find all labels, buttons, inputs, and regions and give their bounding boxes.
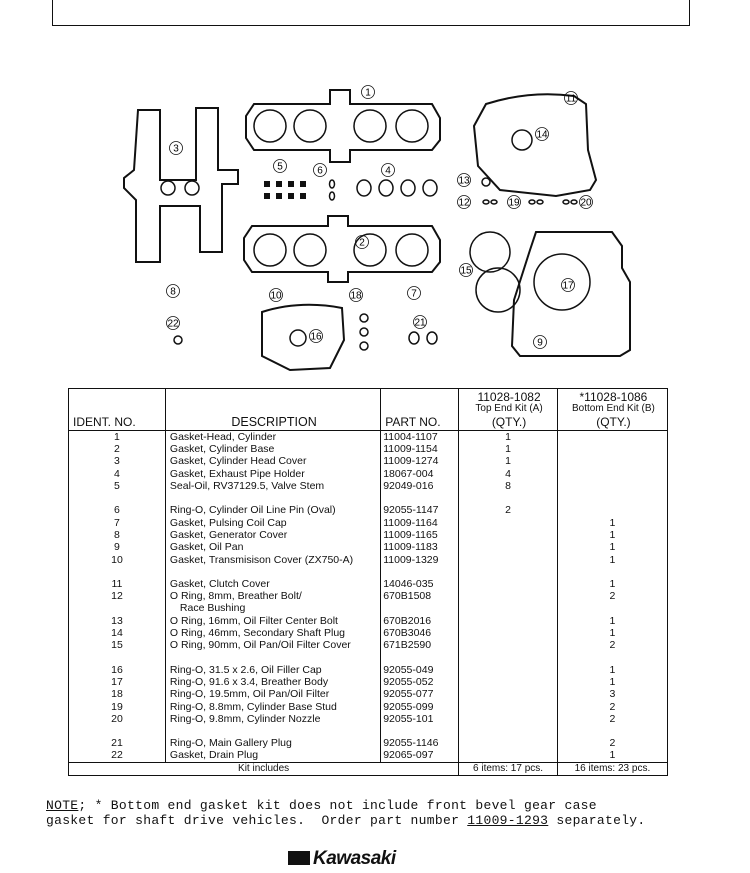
ident-cell: 2 [69, 443, 166, 455]
footnote [46, 798, 646, 828]
kit-b-qty-cell: 1 [557, 541, 667, 553]
kit-a-number: 11028-1082 [477, 390, 541, 404]
ident-cell: 7 [69, 517, 166, 529]
part-number-cell: 11009-1165 [381, 529, 459, 541]
kit-a-qty-cell: 4 [459, 468, 558, 480]
gasket-cylinder-head [246, 87, 440, 162]
description-text: Gasket, Exhaust Pipe Holder [169, 467, 305, 480]
kit-a-qty-cell [459, 639, 558, 651]
description-cell [165, 737, 380, 749]
spacer-cell [381, 492, 459, 504]
header-part-no: PART NO. [381, 389, 459, 431]
table-row [69, 590, 668, 615]
callout-number: 14 [536, 129, 548, 141]
table-row [69, 615, 668, 627]
callout-number: 15 [460, 265, 472, 277]
ident-cell: 21 [69, 737, 166, 749]
table-row [69, 627, 668, 639]
ident-cell: 16 [69, 664, 166, 676]
part-number-cell: 18067-004 [381, 468, 459, 480]
callout-number: 8 [170, 286, 176, 298]
table-row [69, 554, 668, 566]
kit-b-qty-cell: 2 [557, 639, 667, 651]
kit-a-qty-cell [459, 749, 558, 762]
spacer-cell [381, 725, 459, 737]
kit-a-qty-cell: 1 [459, 430, 558, 443]
table-row [69, 430, 668, 443]
table-row [69, 639, 668, 651]
spacer-cell [69, 566, 166, 578]
kit-b-qty-cell [557, 430, 667, 443]
ident-cell: 12 [69, 590, 166, 615]
kit-b-qty-cell: 1 [557, 578, 667, 590]
kit-b-qty-cell [557, 443, 667, 455]
callout-number: 9 [537, 337, 543, 349]
kit-b-qty-cell [557, 468, 667, 480]
spacer-cell [165, 652, 380, 664]
callout-number: 5 [277, 161, 283, 173]
kit-a-qty-label: (QTY.) [491, 414, 527, 429]
description-text: Ring-O, 31.5 x 2.6, Oil Filler Cap [169, 663, 322, 676]
kit-a-qty-cell [459, 590, 558, 615]
kawasaki-mark-icon [288, 851, 310, 865]
kit-a-qty-cell [459, 578, 558, 590]
table-row [69, 664, 668, 676]
spacer-cell [459, 492, 558, 504]
kit-a-qty-cell [459, 541, 558, 553]
kit-b-qty-cell: 2 [557, 701, 667, 713]
row-spacer [69, 725, 668, 737]
ident-cell: 13 [69, 615, 166, 627]
kit-b-qty-cell: 1 [557, 529, 667, 541]
parts-table [68, 388, 668, 776]
description-cell [165, 627, 380, 639]
part-number-cell: 92055-077 [381, 688, 459, 700]
description-cell [165, 468, 380, 480]
spacer-cell [459, 566, 558, 578]
table-row [69, 749, 668, 762]
description-cell [165, 578, 380, 590]
description-text: Ring-O, 91.6 x 3.4, Breather Body [169, 675, 329, 688]
description-cell [165, 504, 380, 516]
description-text: Ring-O, Main Gallery Plug [169, 737, 292, 750]
description-text: Gasket, Oil Pan [169, 541, 244, 554]
part-number-cell: 671B2590 [381, 639, 459, 651]
callout-number: 6 [317, 165, 323, 177]
description-cell [165, 749, 380, 762]
gasket-cylinder-base [244, 216, 440, 282]
kit-includes-label: Kit includes [69, 762, 459, 775]
part-number-cell: 92055-101 [381, 713, 459, 725]
description-text: Gasket, Cylinder Head Cover [169, 455, 307, 468]
callout-number: 1 [365, 87, 371, 99]
kit-b-qty-cell [557, 504, 667, 516]
ident-cell: 18 [69, 688, 166, 700]
kit-b-total: 16 items: 23 pcs. [557, 762, 667, 775]
header-kit-a [459, 389, 558, 431]
description-text: Gasket-Head, Cylinder [169, 430, 277, 443]
description-text: Ring-O, 9.8mm, Cylinder Nozzle [169, 712, 321, 725]
callout-number: 17 [562, 280, 574, 292]
table-row [69, 504, 668, 516]
description-cell [165, 430, 380, 443]
description-text: Gasket, Transmisison Cover (ZX750-A) [169, 553, 354, 566]
kit-b-qty-cell: 1 [557, 554, 667, 566]
description-cell [165, 639, 380, 651]
kit-a-qty-cell [459, 627, 558, 639]
ident-cell: 22 [69, 749, 166, 762]
gasket-generator-cover [262, 305, 344, 370]
gasket-head-cover [124, 108, 238, 262]
table-row [69, 517, 668, 529]
description-text: O Ring, 8mm, Breather Bolt/ [169, 590, 302, 603]
kit-b-qty-cell: 1 [557, 749, 667, 762]
callout-number: 20 [580, 197, 592, 209]
description-cell [165, 529, 380, 541]
part-number-cell: 92055-052 [381, 676, 459, 688]
kit-a-qty-cell [459, 554, 558, 566]
table-row [69, 713, 668, 725]
ident-cell: 20 [69, 713, 166, 725]
description-text: O Ring, 46mm, Secondary Shaft Plug [169, 627, 345, 640]
kit-b-qty-cell: 3 [557, 688, 667, 700]
note-part-number: 11009-1293 [467, 813, 549, 828]
spacer-cell [459, 652, 558, 664]
table-row [69, 455, 668, 467]
kit-b-number: *11028-1086 [579, 390, 648, 404]
description-text: Gasket, Clutch Cover [169, 577, 270, 590]
kit-a-qty-cell [459, 517, 558, 529]
kit-a-qty-cell: 8 [459, 480, 558, 492]
parts-table-body [69, 430, 668, 762]
part-number-cell: 92055-1147 [381, 504, 459, 516]
ident-cell: 9 [69, 541, 166, 553]
kit-b-name: Bottom End Kit (B) [572, 403, 655, 415]
table-row [69, 541, 668, 553]
ident-cell: 5 [69, 480, 166, 492]
part-number-cell: 11009-1164 [381, 517, 459, 529]
kit-a-qty-cell [459, 529, 558, 541]
kit-a-qty-cell: 1 [459, 443, 558, 455]
description-text: O Ring, 90mm, Oil Pan/Oil Filter Cover [169, 639, 351, 652]
part-number-cell: 11009-1274 [381, 455, 459, 467]
kit-a-qty-cell [459, 713, 558, 725]
description-text-cont: Race Bushing [179, 602, 246, 615]
ident-cell: 6 [69, 504, 166, 516]
description-cell [165, 517, 380, 529]
description-text: Ring-O, 19.5mm, Oil Pan/Oil Filter [169, 688, 330, 701]
kit-b-qty-cell [557, 455, 667, 467]
kit-b-qty-cell: 2 [557, 713, 667, 725]
table-row [69, 676, 668, 688]
table-row [69, 443, 668, 455]
callout-number: 3 [173, 143, 179, 155]
kit-a-qty-cell [459, 676, 558, 688]
spacer-cell [381, 566, 459, 578]
table-row [69, 688, 668, 700]
description-text: Gasket, Drain Plug [169, 749, 259, 762]
kit-b-qty-cell: 2 [557, 590, 667, 615]
part-number-cell: 670B3046 [381, 627, 459, 639]
description-cell [165, 455, 380, 467]
ident-cell: 4 [69, 468, 166, 480]
kit-b-qty-cell: 1 [557, 517, 667, 529]
table-footer-row [69, 762, 668, 775]
kit-a-total: 6 items: 17 pcs. [459, 762, 558, 775]
table-row [69, 578, 668, 590]
note-line2-start: gasket for shaft drive vehicles. Order part number [46, 813, 468, 828]
ident-cell: 8 [69, 529, 166, 541]
description-cell [165, 590, 380, 615]
description-cell [165, 676, 380, 688]
kit-a-qty-cell: 1 [459, 455, 558, 467]
part-number-cell: 11009-1183 [381, 541, 459, 553]
spacer-cell [69, 492, 166, 504]
description-cell [165, 554, 380, 566]
description-text: Ring-O, 8.8mm, Cylinder Base Stud [169, 700, 337, 713]
kit-a-qty-cell: 2 [459, 504, 558, 516]
ident-cell: 17 [69, 676, 166, 688]
description-text: Gasket, Generator Cover [169, 528, 288, 541]
note-line2-end: separately. [548, 813, 646, 828]
row-spacer [69, 492, 668, 504]
kit-b-qty-cell [557, 480, 667, 492]
part-number-cell: 11004-1107 [381, 430, 459, 443]
note-prefix: NOTE [46, 798, 79, 813]
callout-number: 11 [565, 93, 577, 105]
spacer-cell [69, 652, 166, 664]
part-number-cell: 92065-097 [381, 749, 459, 762]
callout-number: 16 [310, 331, 322, 343]
kit-b-qty-cell: 1 [557, 627, 667, 639]
ident-cell: 10 [69, 554, 166, 566]
kit-b-qty-cell: 2 [557, 737, 667, 749]
description-text: Seal-Oil, RV37129.5, Valve Stem [169, 480, 325, 493]
kit-b-qty-label: (QTY.) [596, 414, 631, 429]
spacer-cell [165, 566, 380, 578]
description-text: O Ring, 16mm, Oil Filter Center Bolt [169, 614, 338, 627]
table-row [69, 529, 668, 541]
description-cell [165, 701, 380, 713]
logo-text: Kawasaki [313, 848, 396, 869]
part-number-cell: 11009-1329 [381, 554, 459, 566]
kit-a-qty-cell [459, 664, 558, 676]
callout-number: 4 [385, 165, 391, 177]
description-cell [165, 664, 380, 676]
description-text: Gasket, Cylinder Base [169, 443, 275, 456]
kawasaki-logo [288, 848, 396, 870]
header-description: DESCRIPTION [165, 389, 380, 431]
row-spacer [69, 566, 668, 578]
header-kit-b [557, 389, 667, 431]
callout-number: 19 [508, 197, 520, 209]
ident-cell: 14 [69, 627, 166, 639]
kit-b-qty-cell: 1 [557, 615, 667, 627]
part-number-cell: 92055-099 [381, 701, 459, 713]
spacer-cell [459, 725, 558, 737]
spacer-cell [557, 652, 667, 664]
kit-a-qty-cell [459, 737, 558, 749]
description-text: Gasket, Pulsing Coil Cap [169, 516, 287, 529]
spacer-cell [557, 492, 667, 504]
description-cell [165, 541, 380, 553]
spacer-cell [381, 652, 459, 664]
gasket-clutch-cover [474, 94, 596, 196]
table-row [69, 480, 668, 492]
callout-number: 18 [350, 290, 362, 302]
description-cell [165, 480, 380, 492]
part-number-cell: 92049-016 [381, 480, 459, 492]
callout-number: 2 [359, 237, 365, 249]
callout-number: 10 [270, 290, 282, 302]
part-number-cell: 11009-1154 [381, 443, 459, 455]
description-cell [165, 713, 380, 725]
gasket-diagram [0, 70, 750, 380]
kit-a-qty-cell [459, 701, 558, 713]
spacer-cell [69, 725, 166, 737]
row-spacer [69, 652, 668, 664]
callout-number: 12 [458, 197, 470, 209]
part-number-cell: 670B1508 [381, 590, 459, 615]
table-row [69, 701, 668, 713]
spacer-cell [165, 725, 380, 737]
part-number-cell: 92055-049 [381, 664, 459, 676]
kit-b-qty-cell: 1 [557, 664, 667, 676]
part-number-cell: 14046-035 [381, 578, 459, 590]
description-cell [165, 688, 380, 700]
header-ident: IDENT. NO. [69, 389, 166, 431]
callout-number: 13 [458, 175, 470, 187]
kit-a-qty-cell [459, 615, 558, 627]
kit-b-qty-cell: 1 [557, 676, 667, 688]
kit-a-qty-cell [459, 688, 558, 700]
part-number-cell: 92055-1146 [381, 737, 459, 749]
spacer-cell [557, 566, 667, 578]
ident-cell: 11 [69, 578, 166, 590]
table-row [69, 468, 668, 480]
spacer-cell [557, 725, 667, 737]
gasket-oil-pan [512, 232, 630, 356]
spacer-cell [165, 492, 380, 504]
ident-cell: 1 [69, 430, 166, 443]
callout-number: 7 [411, 288, 417, 300]
callout-number: 21 [414, 317, 426, 329]
title-box [52, 0, 690, 26]
note-line1: ; * Bottom end gasket kit does not include front bevel gear case [78, 798, 597, 813]
description-cell [165, 443, 380, 455]
description-text: Ring-O, Cylinder Oil Line Pin (Oval) [169, 504, 336, 517]
table-row [69, 737, 668, 749]
callout-number: 22 [167, 318, 179, 330]
ident-cell: 3 [69, 455, 166, 467]
ident-cell: 19 [69, 701, 166, 713]
kit-a-name: Top End Kit (A) [475, 403, 543, 415]
description-cell [165, 615, 380, 627]
part-number-cell: 670B2016 [381, 615, 459, 627]
ident-cell: 15 [69, 639, 166, 651]
